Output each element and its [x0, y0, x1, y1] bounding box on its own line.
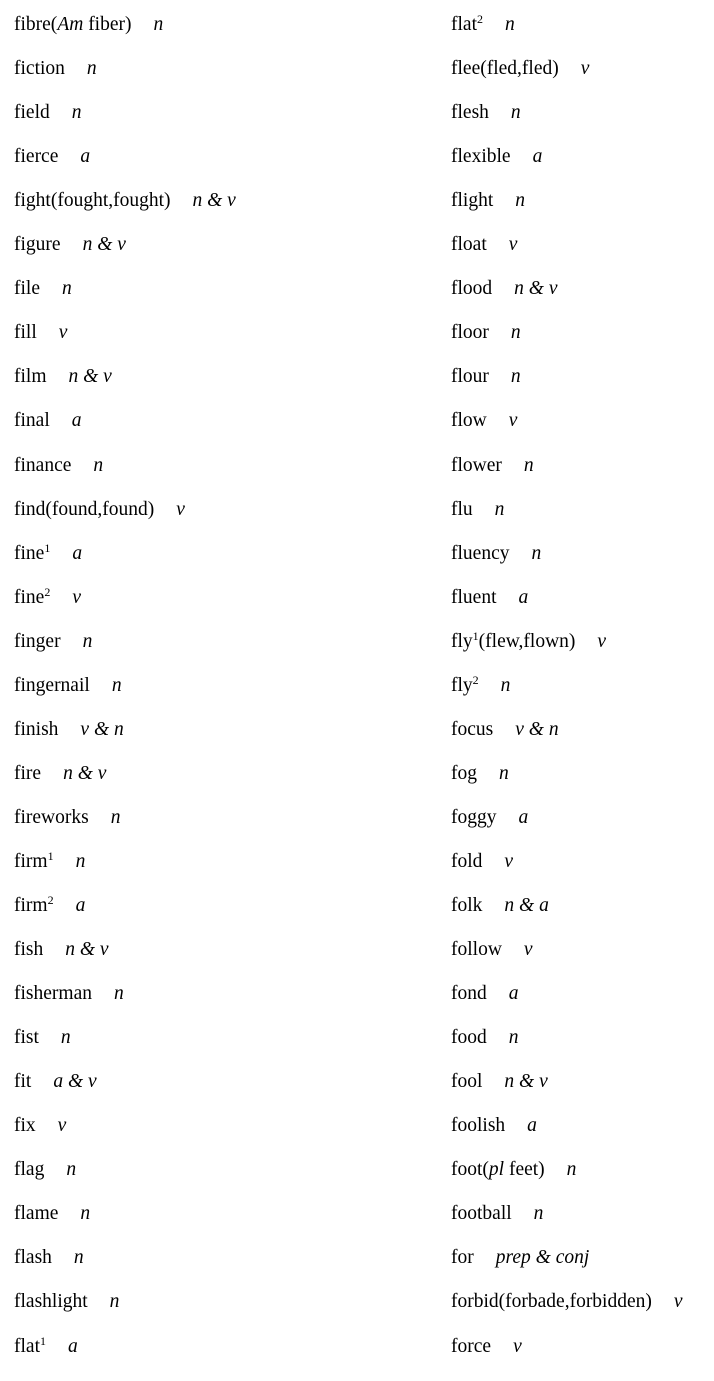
word-entry — [451, 850, 513, 874]
part-of-speech: v — [58, 322, 68, 344]
headword — [14, 410, 50, 431]
headword-part: fly — [451, 674, 473, 696]
headword-part: flee(fled,fled) — [451, 58, 559, 80]
sense-number: 2 — [44, 584, 51, 599]
part-of-speech: n — [523, 454, 534, 476]
part-of-speech: a — [518, 806, 529, 828]
part-of-speech: v — [673, 1291, 683, 1313]
headword-part: fold — [451, 850, 483, 872]
part-of-speech: n — [111, 674, 122, 696]
headword — [451, 587, 496, 608]
part-of-speech: n & v — [68, 366, 112, 388]
word-entry — [14, 630, 92, 654]
part-of-speech: n — [61, 278, 72, 300]
headword — [14, 848, 54, 872]
headword-part: foolish — [451, 1115, 506, 1137]
headword — [14, 1071, 31, 1092]
part-of-speech: n & v — [504, 1071, 548, 1093]
headword-part: fix — [14, 1115, 36, 1137]
word-entry — [14, 1114, 66, 1138]
part-of-speech: v — [597, 630, 607, 652]
headword-part: fireworks — [14, 806, 89, 828]
word-entry — [14, 1246, 84, 1270]
headword-part: final — [14, 410, 50, 432]
word-entry — [14, 1158, 76, 1182]
headword-part: flexible — [451, 146, 511, 168]
headword-part: fisherman — [14, 983, 92, 1005]
part-of-speech: n — [71, 102, 82, 124]
headword-part: flight — [451, 190, 494, 212]
word-entry — [14, 1202, 90, 1226]
headword-part: folk — [451, 895, 483, 916]
headword — [14, 1115, 36, 1136]
headword-part: fog — [451, 762, 477, 784]
headword-part: flu — [451, 498, 473, 520]
part-of-speech: n — [499, 762, 509, 784]
word-entry — [14, 57, 97, 81]
part-of-speech: a — [67, 1335, 78, 1357]
headword-part: firm — [14, 850, 48, 872]
part-of-speech: n — [500, 674, 511, 696]
part-of-speech: n — [504, 14, 515, 35]
headword-part: feet) — [504, 1159, 545, 1181]
headword-part: fine — [14, 542, 45, 564]
word-entry — [451, 1202, 543, 1226]
part-of-speech: a — [75, 895, 86, 916]
headword — [451, 146, 511, 167]
headword-part: flesh — [451, 102, 489, 124]
headword-part: pl — [488, 1159, 505, 1181]
headword — [451, 1071, 482, 1092]
headword — [14, 895, 54, 916]
headword — [14, 631, 61, 652]
word-entry — [451, 806, 528, 830]
headword-part: focus — [451, 718, 494, 740]
word-entry — [451, 1070, 548, 1094]
part-of-speech: v — [72, 586, 81, 608]
headword-part: force — [451, 1335, 492, 1357]
part-of-speech: a — [532, 146, 543, 168]
word-entry — [451, 277, 558, 301]
headword-part: floor — [451, 322, 489, 344]
word-entry — [14, 938, 109, 962]
word-entry — [14, 277, 72, 301]
headword — [14, 1027, 39, 1048]
part-of-speech: n & v — [514, 278, 558, 300]
word-entry — [451, 189, 525, 213]
headword — [14, 1247, 52, 1268]
headword — [14, 584, 51, 608]
headword — [14, 278, 40, 299]
headword — [451, 1203, 512, 1224]
part-of-speech: v & n — [515, 718, 559, 740]
headword-part: flower — [451, 454, 502, 476]
part-of-speech: n & v — [63, 762, 107, 784]
headword-part: fluent — [451, 586, 497, 608]
headword — [14, 1333, 46, 1357]
sense-number: 2 — [472, 672, 479, 687]
headword — [451, 1291, 652, 1312]
headword — [14, 322, 37, 343]
part-of-speech: n — [510, 366, 521, 388]
headword — [14, 146, 58, 167]
part-of-speech: a — [518, 586, 529, 608]
headword-part: fluency — [451, 542, 510, 564]
part-of-speech: n — [86, 58, 97, 80]
word-entry — [451, 1114, 537, 1138]
headword-part: fierce — [14, 146, 59, 168]
word-entry — [14, 101, 81, 125]
word-entry — [451, 13, 515, 37]
headword-part: foot( — [451, 1159, 489, 1181]
headword-part: flat — [14, 1335, 40, 1357]
part-of-speech: v — [580, 58, 590, 80]
headword-part: follow — [451, 939, 502, 961]
headword — [451, 102, 489, 123]
headword-part: fiction — [14, 58, 65, 80]
headword — [451, 322, 489, 343]
part-of-speech: n — [110, 806, 121, 828]
headword — [14, 366, 47, 387]
headword — [451, 1247, 474, 1268]
headword-part: forbid(forbade,forbidden) — [451, 1291, 652, 1313]
part-of-speech: n — [531, 542, 542, 564]
word-entry — [451, 233, 517, 257]
word-entry — [451, 586, 528, 610]
word-entry — [14, 1335, 78, 1359]
word-entry — [451, 1246, 589, 1270]
word-entry — [14, 365, 112, 389]
headword — [14, 455, 71, 476]
headword-part: float — [451, 234, 487, 256]
word-entry — [451, 321, 521, 345]
headword-part: fish — [14, 939, 44, 961]
word-entry — [14, 806, 120, 830]
part-of-speech: n — [508, 1027, 519, 1049]
word-entry — [14, 1070, 97, 1094]
part-of-speech: n — [566, 1159, 577, 1181]
word-entry — [451, 1158, 576, 1182]
part-of-speech: n — [515, 190, 525, 212]
headword-part: for — [451, 1247, 474, 1269]
headword-part: flood — [451, 278, 493, 300]
part-of-speech: a — [71, 410, 82, 432]
headword-part: find(found,found) — [14, 498, 155, 520]
part-of-speech: v & n — [80, 718, 124, 740]
word-entry — [14, 1290, 119, 1314]
word-entry — [451, 674, 510, 698]
sense-number: 1 — [47, 848, 54, 863]
word-entry — [451, 454, 534, 478]
headword — [14, 807, 89, 828]
word-entry — [451, 365, 521, 389]
headword — [14, 234, 61, 255]
headword-part: football — [451, 1203, 512, 1225]
word-entry — [451, 718, 559, 742]
headword-part: flat — [451, 14, 477, 35]
headword — [451, 190, 493, 211]
headword — [451, 672, 479, 696]
part-of-speech: n — [494, 498, 505, 520]
headword — [451, 366, 489, 387]
headword — [14, 1291, 88, 1312]
word-entry — [14, 586, 81, 610]
sense-number: 1 — [472, 628, 479, 643]
headword — [451, 939, 502, 960]
part-of-speech: n — [153, 14, 164, 35]
part-of-speech: v — [176, 498, 185, 520]
part-of-speech: v — [504, 850, 514, 872]
sense-number: 2 — [476, 12, 483, 26]
word-entry — [14, 542, 82, 566]
word-entry — [451, 1335, 522, 1359]
headword-part: fool — [451, 1071, 483, 1093]
headword-part: finger — [14, 630, 61, 652]
word-entry — [14, 762, 106, 786]
headword-part: flag — [14, 1159, 45, 1181]
headword-part: fly — [451, 630, 473, 652]
headword — [451, 983, 487, 1004]
headword-part: flash — [14, 1247, 52, 1269]
part-of-speech: n — [510, 322, 521, 344]
word-entry — [14, 145, 90, 169]
headword-part: fingernail — [14, 674, 90, 696]
headword-part: flour — [451, 366, 489, 388]
headword-part: Am — [57, 14, 84, 35]
part-of-speech: n & v — [192, 190, 236, 212]
headword — [451, 719, 493, 740]
headword-part: file — [14, 278, 40, 300]
part-of-speech: n — [73, 1247, 84, 1269]
headword-part: field — [14, 102, 50, 124]
headword — [14, 190, 171, 211]
headword — [14, 102, 50, 123]
sense-number: 2 — [47, 893, 54, 907]
word-entry — [14, 409, 81, 433]
part-of-speech: a — [527, 1115, 537, 1137]
headword-part: fist — [14, 1027, 39, 1049]
headword — [451, 763, 477, 784]
headword — [14, 719, 58, 740]
headword-part: fibre( — [14, 14, 58, 35]
headword-part: foggy — [451, 806, 497, 828]
part-of-speech: n — [82, 630, 93, 652]
part-of-speech: v — [513, 1335, 522, 1357]
part-of-speech: n — [510, 102, 521, 124]
word-entry — [14, 674, 122, 698]
word-entry — [451, 57, 589, 81]
word-entry — [451, 542, 541, 566]
headword — [14, 983, 92, 1004]
headword — [14, 58, 65, 79]
part-of-speech: a — [80, 146, 91, 168]
part-of-speech: n & v — [82, 234, 126, 256]
word-entry — [451, 1290, 683, 1314]
headword-part: fond — [451, 983, 487, 1005]
word-entry — [14, 498, 185, 522]
headword-part: flashlight — [14, 1291, 88, 1313]
headword — [14, 1159, 44, 1180]
headword — [451, 455, 502, 476]
word-entry — [451, 498, 504, 522]
headword — [451, 628, 576, 652]
sense-number: 1 — [39, 1333, 46, 1348]
word-entry — [14, 850, 85, 874]
sense-number: 1 — [44, 540, 51, 555]
part-of-speech: a — [508, 983, 519, 1005]
part-of-speech: a & v — [53, 1071, 97, 1093]
headword-part: fire — [14, 762, 42, 784]
word-entry — [451, 409, 517, 433]
headword — [451, 1336, 491, 1357]
headword-part: figure — [14, 234, 61, 256]
headword-part: (flew,flown) — [478, 630, 576, 652]
word-entry — [451, 1026, 519, 1050]
headword — [451, 895, 482, 916]
word-entry — [451, 938, 533, 962]
headword — [451, 1115, 505, 1136]
headword-part: firm — [14, 895, 48, 916]
part-of-speech: n — [60, 1027, 71, 1049]
headword — [14, 1203, 58, 1224]
headword — [451, 851, 482, 872]
part-of-speech: v — [508, 410, 518, 432]
headword — [451, 807, 497, 828]
headword-part: flow — [451, 410, 487, 432]
word-entry — [14, 982, 124, 1006]
headword — [14, 499, 154, 520]
headword-part: fight(fought,fought) — [14, 190, 171, 212]
headword — [451, 543, 509, 564]
word-entry — [14, 189, 236, 213]
headword — [14, 14, 132, 35]
headword — [14, 675, 90, 696]
headword-part: finish — [14, 718, 59, 740]
word-entry — [14, 321, 67, 345]
headword-part: fine — [14, 586, 45, 608]
part-of-speech: n — [80, 1203, 91, 1225]
part-of-speech: v — [523, 939, 533, 961]
part-of-speech: n & a — [504, 895, 549, 916]
headword — [451, 278, 492, 299]
headword — [14, 540, 51, 564]
part-of-speech: n — [113, 983, 124, 1005]
headword — [451, 499, 473, 520]
headword — [451, 234, 487, 255]
word-entry — [14, 233, 126, 257]
headword-part: film — [14, 366, 47, 388]
part-of-speech: v — [508, 234, 518, 256]
headword — [451, 1027, 487, 1048]
part-of-speech: n — [93, 454, 104, 476]
headword — [14, 939, 43, 960]
headword — [451, 410, 487, 431]
word-entry — [14, 1026, 71, 1050]
part-of-speech: a — [72, 542, 83, 564]
headword-part: food — [451, 1027, 487, 1049]
headword-part: fill — [14, 322, 37, 344]
headword — [451, 1159, 545, 1180]
word-entry — [14, 13, 163, 37]
word-entry — [14, 454, 103, 478]
headword-part: fit — [14, 1071, 32, 1093]
word-entry — [14, 718, 124, 742]
headword-part: flame — [14, 1203, 59, 1225]
part-of-speech: prep & conj — [495, 1247, 590, 1269]
headword — [451, 14, 483, 35]
part-of-speech: n — [533, 1203, 544, 1225]
word-entry — [451, 145, 542, 169]
word-entry — [14, 894, 85, 918]
headword-part: finance — [14, 454, 72, 476]
headword — [14, 763, 41, 784]
headword-part: fiber) — [83, 14, 132, 35]
word-entry — [451, 982, 519, 1006]
word-entry — [451, 762, 509, 786]
part-of-speech: n — [75, 850, 86, 872]
word-entry — [451, 101, 521, 125]
part-of-speech: n — [109, 1291, 120, 1313]
word-entry — [451, 630, 606, 654]
headword — [451, 58, 559, 79]
word-entry — [451, 894, 549, 918]
part-of-speech: n — [66, 1159, 77, 1181]
part-of-speech: v — [57, 1115, 67, 1137]
part-of-speech: n & v — [65, 939, 109, 961]
